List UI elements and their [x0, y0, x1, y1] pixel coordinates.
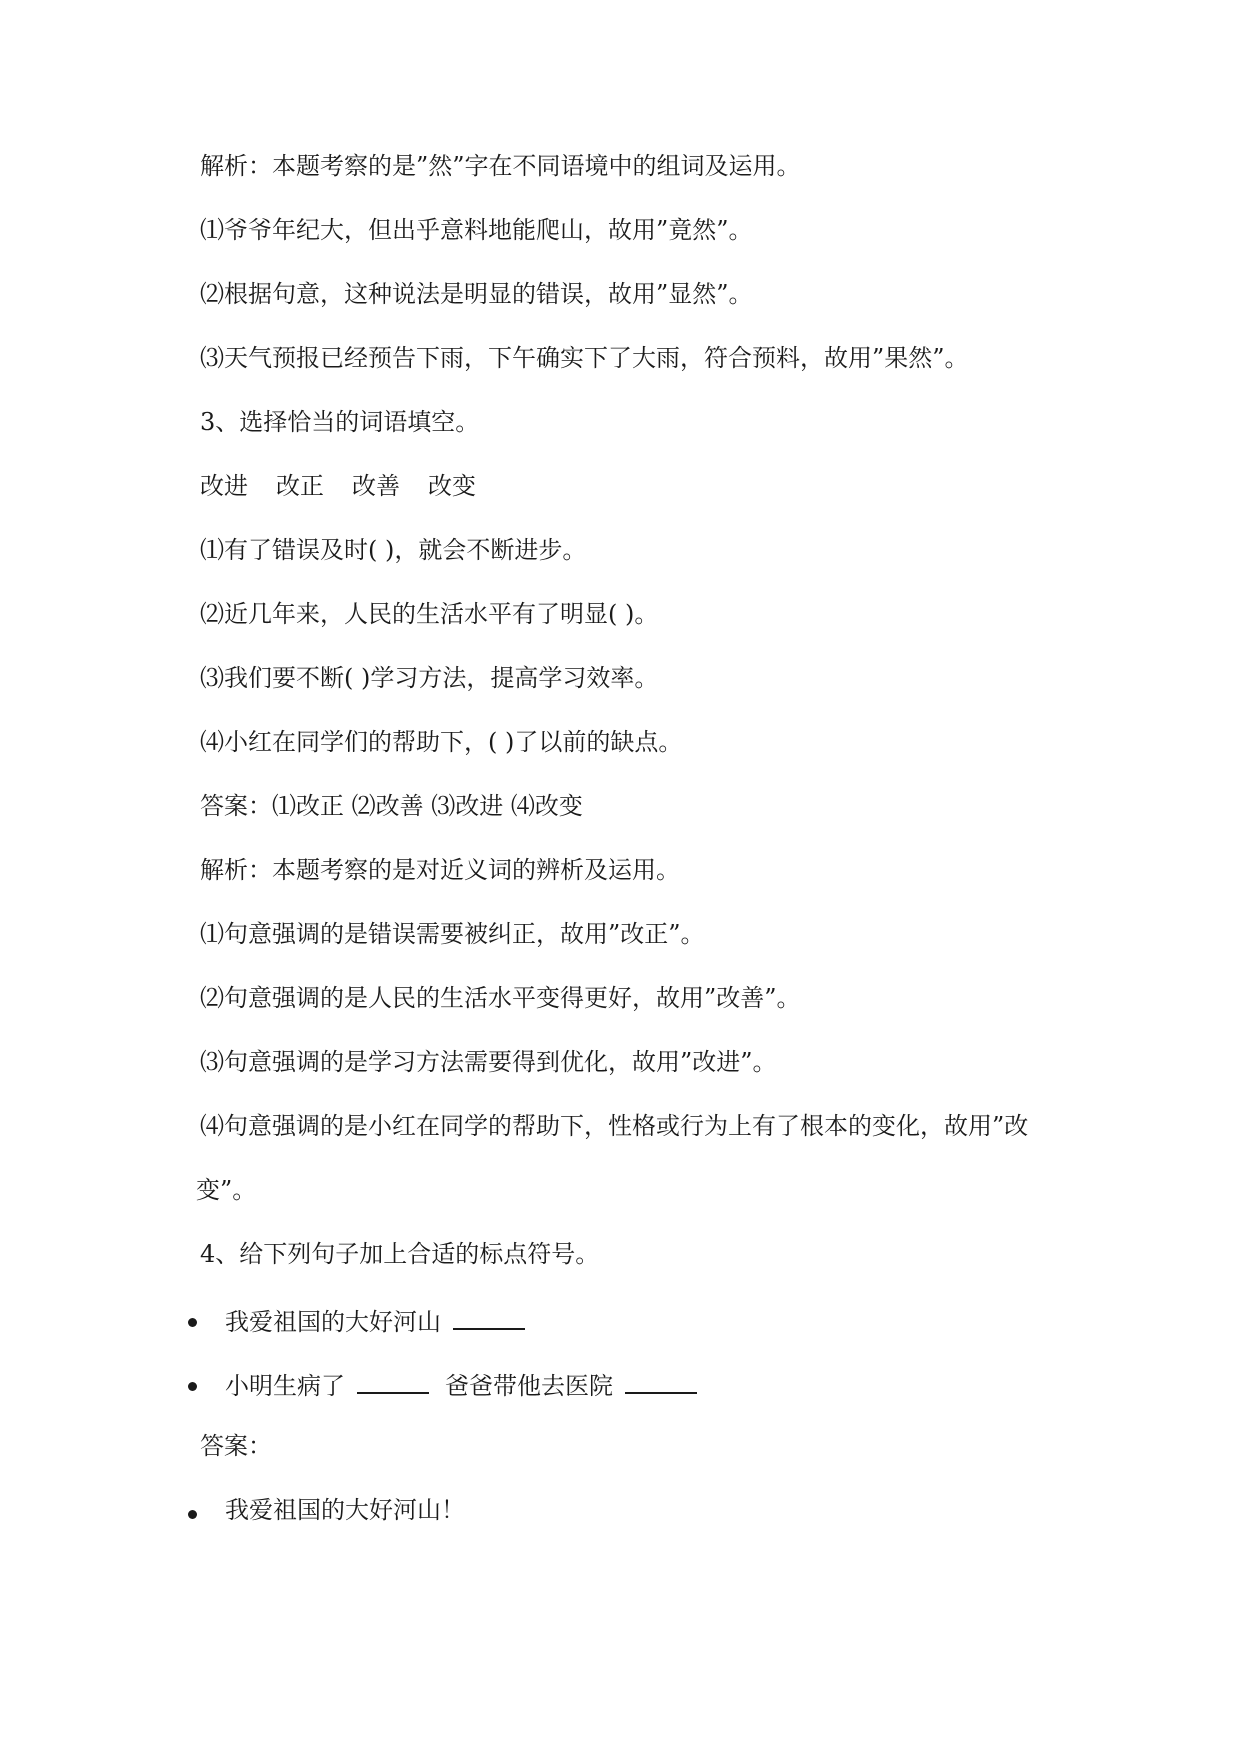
analysis-heading-3: 解析：本题考察的是对近义词的辨析及运用。 — [200, 856, 680, 884]
analysis-3-item-1: ⑴句意强调的是错误需要被纠正，故用”改正”。 — [200, 920, 705, 948]
question-3-item-1: ⑴有了错误及时( )，就会不断进步。 — [200, 536, 587, 564]
analysis-item-1: ⑴爷爷年纪大，但出乎意料地能爬山，故用”竟然”。 — [200, 216, 753, 244]
answer-blank[interactable] — [357, 1366, 429, 1394]
question-3-item-3: ⑶我们要不断( )学习方法，提高学习效率。 — [200, 664, 659, 692]
bullet-icon — [188, 1382, 197, 1391]
answer-blank[interactable] — [625, 1366, 697, 1394]
word-option: 改善 — [352, 472, 400, 500]
analysis-3-item-3: ⑶句意强调的是学习方法需要得到优化，故用”改进”。 — [200, 1048, 777, 1076]
word-option: 改变 — [428, 472, 476, 500]
sentence-text: 小明生病了 — [225, 1372, 345, 1400]
analysis-3-item-4: ⑷句意强调的是小红在同学的帮助下，性格或行为上有了根本的变化，故用”改 — [200, 1112, 1029, 1140]
question-3-item-2: ⑵近几年来，人民的生活水平有了明显( )。 — [200, 600, 659, 628]
analysis-item-2: ⑵根据句意，这种说法是明显的错误，故用”显然”。 — [200, 280, 753, 308]
question-4-item-1 — [225, 1302, 525, 1338]
word-options — [200, 470, 476, 502]
question-4-item-2 — [225, 1366, 697, 1402]
sentence-text: 我爱祖国的大好河山 — [225, 1308, 441, 1336]
answer-3: 答案：⑴改正 ⑵改善 ⑶改进 ⑷改变 — [200, 792, 583, 820]
word-option: 改正 — [276, 472, 324, 500]
word-option: 改进 — [200, 472, 248, 500]
analysis-heading-2: 解析：本题考察的是”然”字在不同语境中的组词及运用。 — [200, 152, 801, 180]
bullet-icon — [188, 1510, 197, 1519]
answer-blank[interactable] — [453, 1302, 525, 1330]
question-3-title: 3、选择恰当的词语填空。 — [200, 408, 480, 436]
question-4-title: 4、给下列句子加上合适的标点符号。 — [200, 1240, 600, 1268]
answer-4-item-1: 我爱祖国的大好河山！ — [225, 1496, 465, 1524]
answer-4-label: 答案： — [200, 1432, 272, 1460]
analysis-3-item-2: ⑵句意强调的是人民的生活水平变得更好，故用”改善”。 — [200, 984, 801, 1012]
analysis-item-3: ⑶天气预报已经预告下雨，下午确实下了大雨，符合预料，故用”果然”。 — [200, 344, 969, 372]
sentence-text: 爸爸带他去医院 — [445, 1372, 613, 1400]
analysis-3-item-4-cont: 变”。 — [196, 1176, 257, 1204]
bullet-icon — [188, 1318, 197, 1327]
question-3-item-4: ⑷小红在同学们的帮助下，( )了以前的缺点。 — [200, 728, 683, 756]
